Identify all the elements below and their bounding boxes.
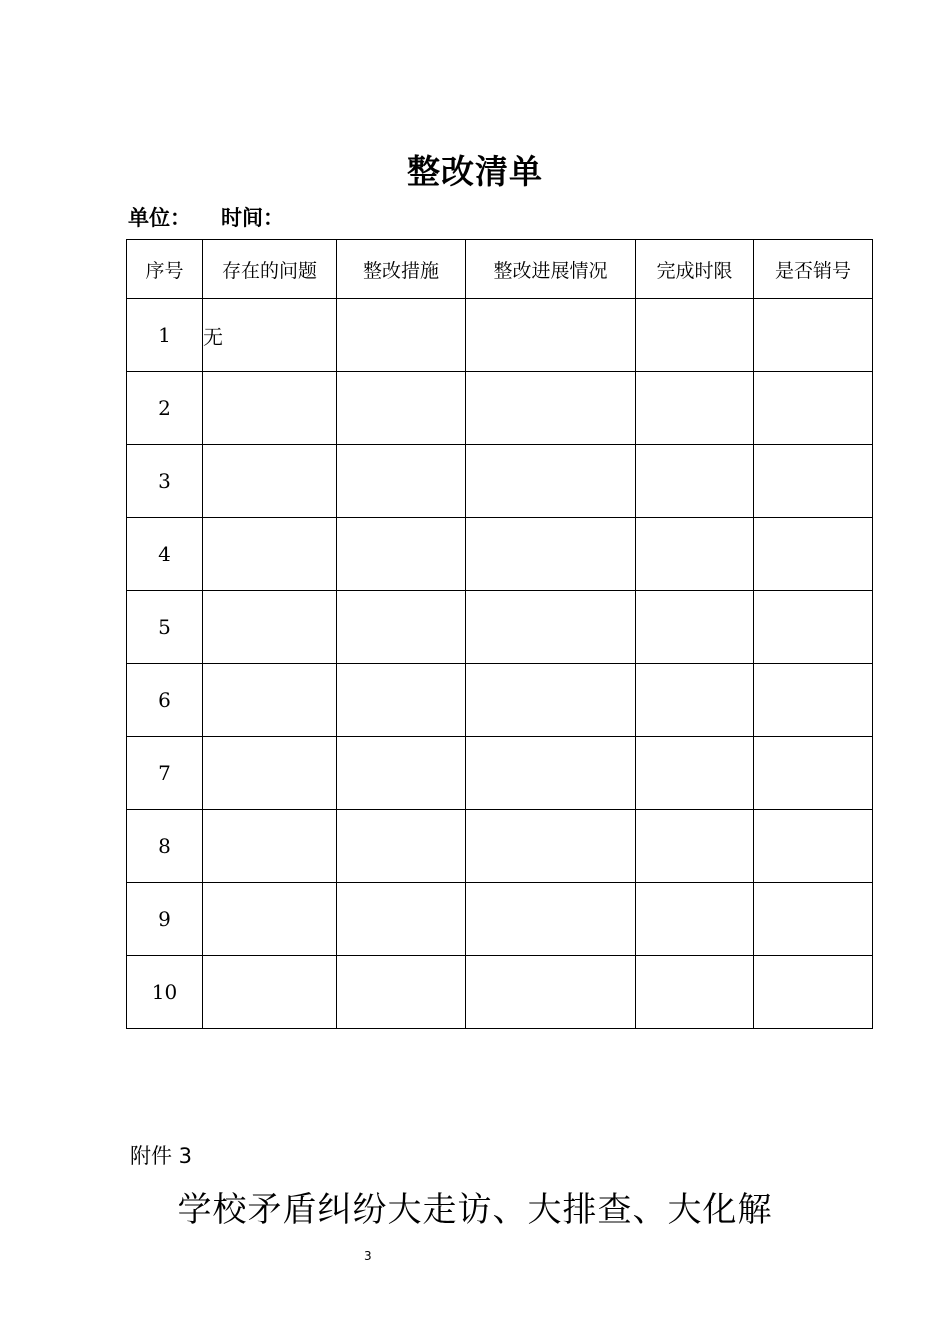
row-index-cell: 3 [127,445,203,518]
table-cell [754,445,873,518]
attachment-label: 附件 3 [130,1144,193,1168]
table-cell [636,372,754,445]
header-deadline: 完成时限 [636,240,754,299]
table-row [127,445,873,518]
table-cell [466,372,636,445]
table-cell [466,737,636,810]
time-label: 时间： [221,206,284,230]
header-closed: 是否销号 [754,240,873,299]
table-row [127,299,873,372]
row-index-cell: 2 [127,372,203,445]
table-cell [636,445,754,518]
table-cell [466,445,636,518]
header-index: 序号 [127,240,203,299]
table-cell [337,810,466,883]
table-cell [337,445,466,518]
row-index-cell: 9 [127,883,203,956]
table-cell [203,883,337,956]
table-cell [754,810,873,883]
table-cell [337,299,466,372]
table-cell [203,810,337,883]
table-cell [636,664,754,737]
table-row [127,664,873,737]
table-row [127,591,873,664]
table-cell: 无 [203,299,337,372]
table-cell [636,956,754,1029]
document-title: 整改清单 [407,152,543,191]
table-cell [466,518,636,591]
table-cell [337,591,466,664]
table-cell [203,956,337,1029]
table-cell [636,810,754,883]
table-cell [466,299,636,372]
table-cell [636,737,754,810]
rectification-table [126,239,873,1029]
row-index-cell: 7 [127,737,203,810]
table-cell [754,737,873,810]
table-cell [754,883,873,956]
table-cell [203,664,337,737]
row-index-cell: 6 [127,664,203,737]
table-cell [466,664,636,737]
table-row [127,372,873,445]
row-index-cell: 5 [127,591,203,664]
table-cell [337,956,466,1029]
header-progress: 整改进展情况 [466,240,636,299]
unit-label: 单位： [128,206,191,230]
table-cell [466,810,636,883]
table-header-row [127,240,873,299]
table-cell [754,518,873,591]
meta-line [128,202,284,232]
table-row [127,956,873,1029]
row-index-cell: 4 [127,518,203,591]
table-cell [203,445,337,518]
table-cell [337,737,466,810]
table-cell [636,299,754,372]
row-index-cell: 10 [127,956,203,1029]
table-cell [203,737,337,810]
row-index-cell: 1 [127,299,203,372]
header-measures: 整改措施 [337,240,466,299]
table-cell [754,299,873,372]
next-section-title: 学校矛盾纠纷大走访、大排查、大化解 [177,1190,773,1230]
table-cell [636,518,754,591]
table-row [127,518,873,591]
header-issue: 存在的问题 [203,240,337,299]
table-cell [337,372,466,445]
page-number: 3 [364,1249,372,1263]
table-cell [337,664,466,737]
table-cell [203,591,337,664]
row-index-cell: 8 [127,810,203,883]
table-cell [203,518,337,591]
table-cell [636,883,754,956]
table-cell [337,518,466,591]
table-row [127,737,873,810]
table-cell [466,956,636,1029]
table-body [127,299,873,1029]
table-cell [754,372,873,445]
table-row [127,883,873,956]
table-cell [754,591,873,664]
table-row [127,810,873,883]
table-cell [466,591,636,664]
table-cell [754,956,873,1029]
table-cell [203,372,337,445]
table-cell [337,883,466,956]
table-cell [636,591,754,664]
table-cell [754,664,873,737]
table-cell [466,883,636,956]
